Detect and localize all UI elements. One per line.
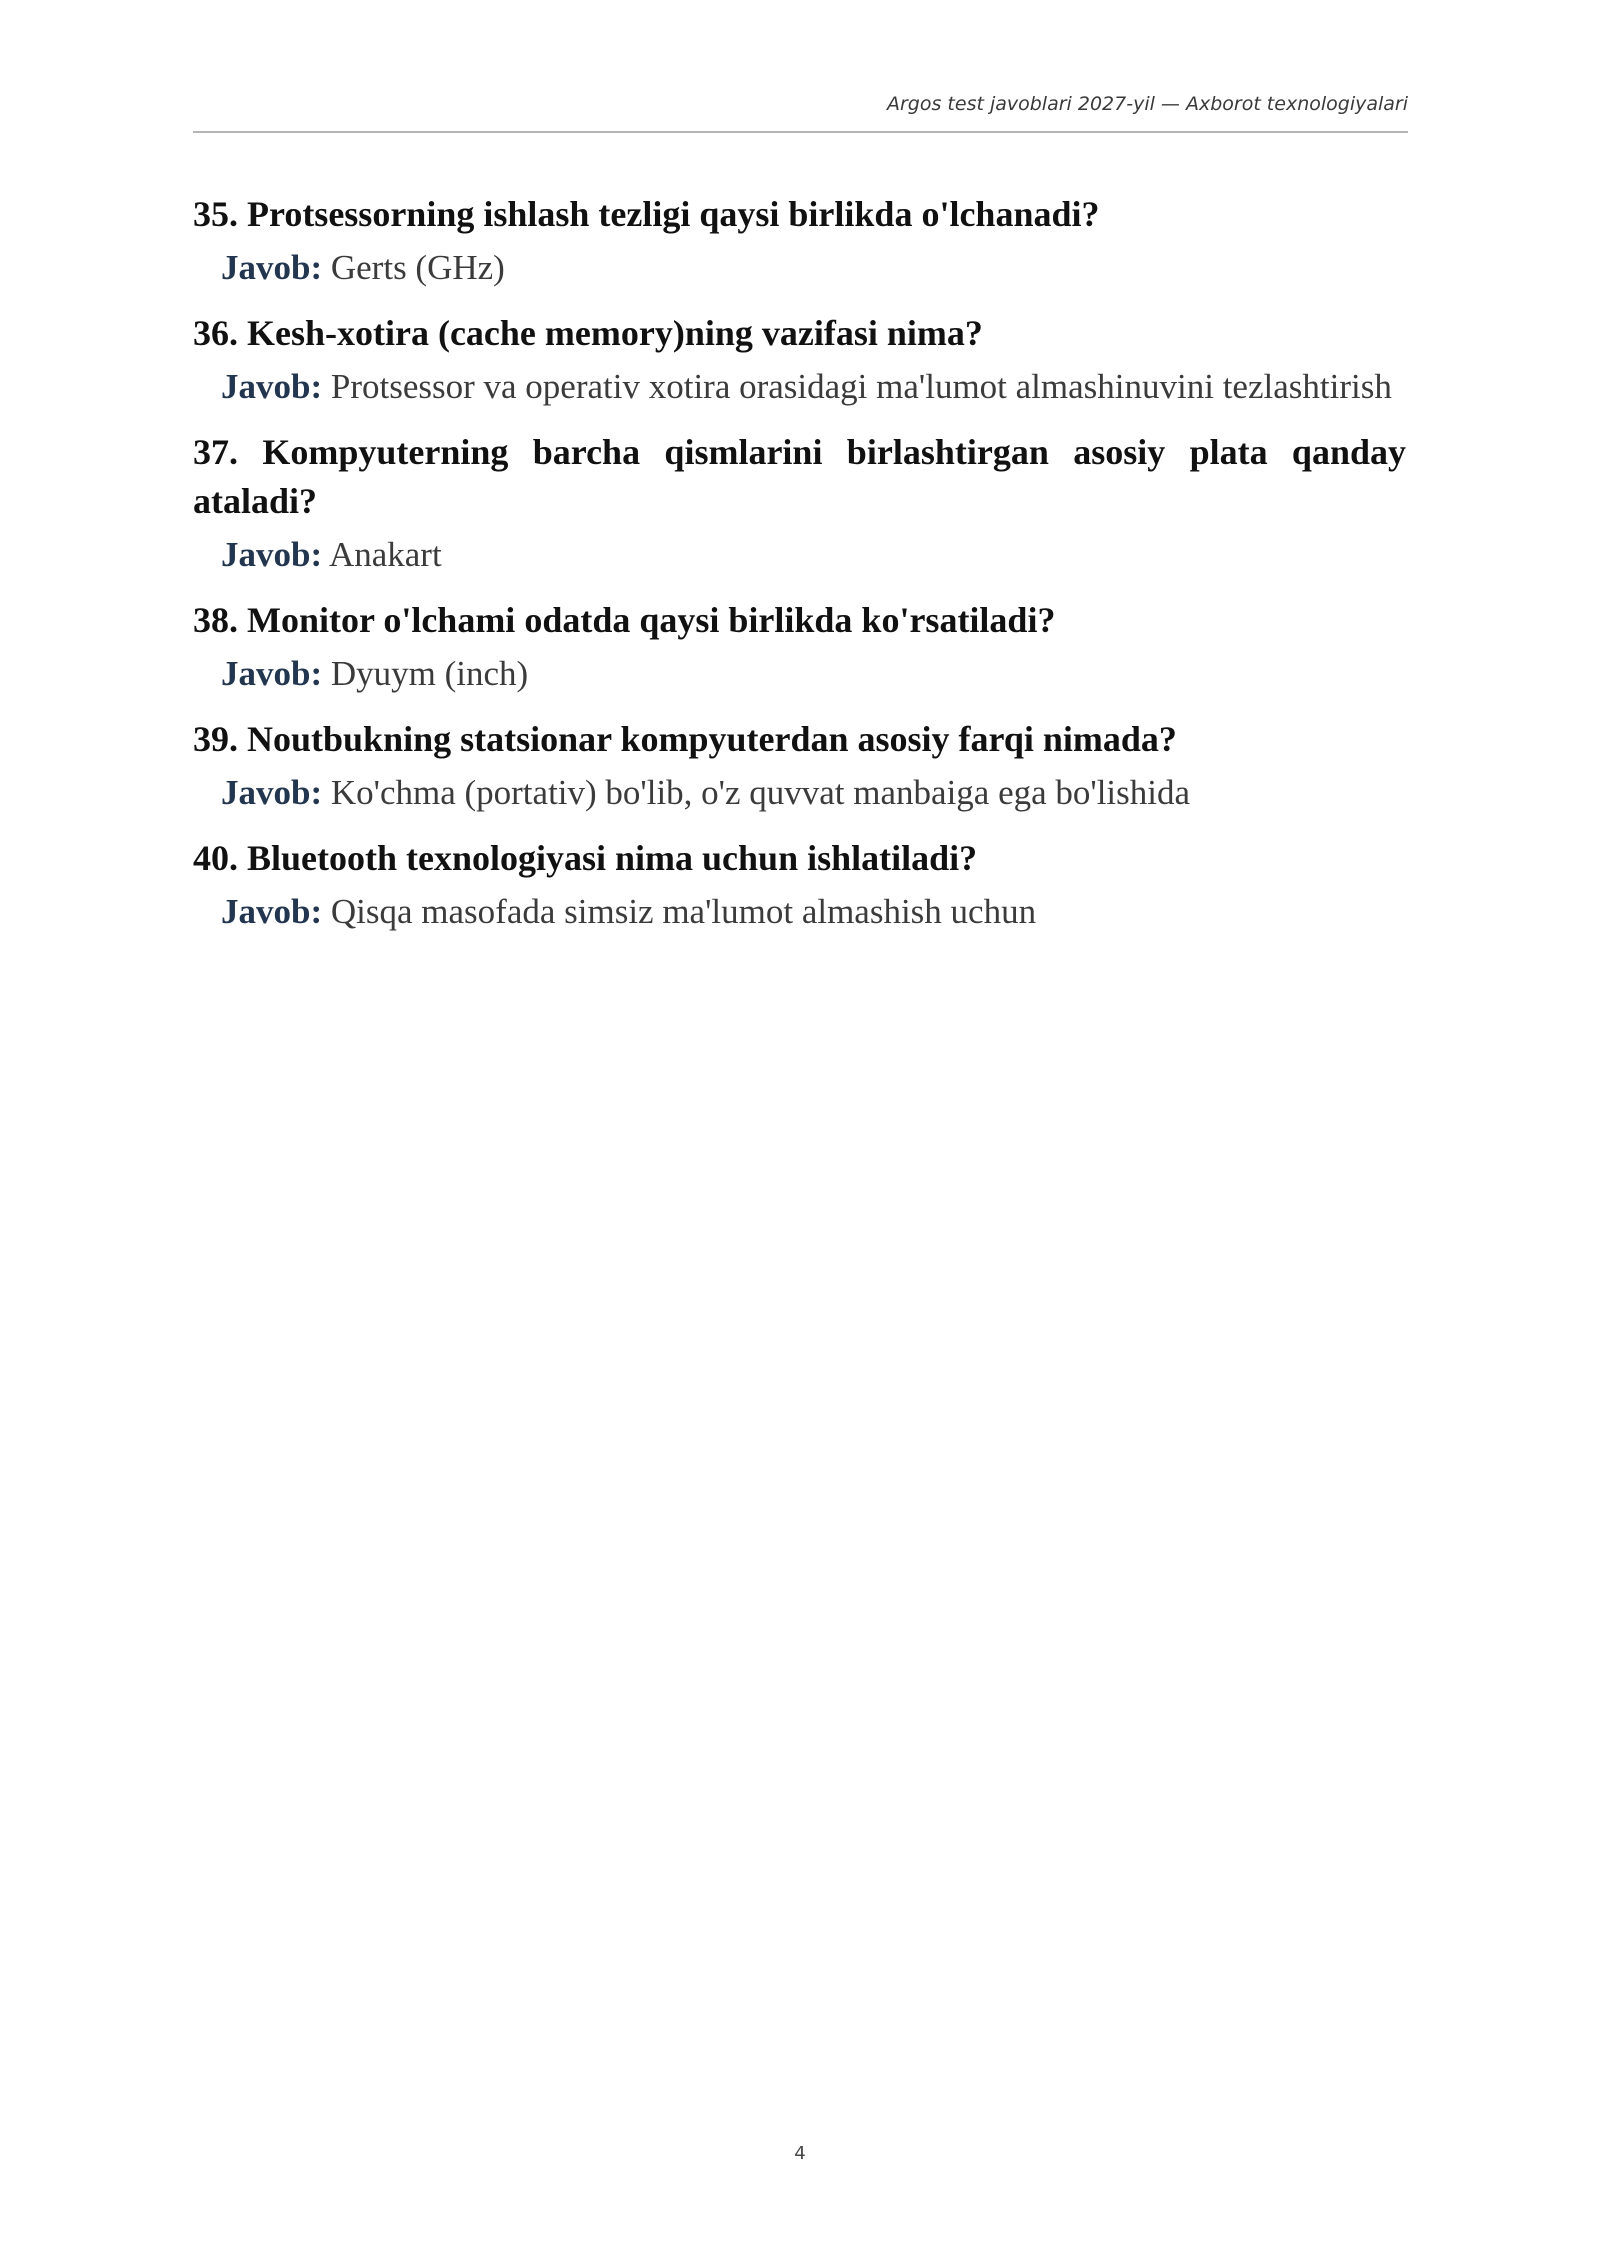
qa-item-35 bbox=[193, 190, 1406, 292]
question-37: 37. Kompyuterning barcha qismlarini birlashtirgan asosiy plata qanday ataladi? bbox=[193, 432, 1406, 521]
question-38: 38. Monitor o'lchami odatda qaysi birlikda ko'rsatiladi? bbox=[193, 600, 1056, 640]
question-35: 35. Protsessorning ishlash tezligi qaysi birlikda o'lchanadi? bbox=[193, 194, 1100, 234]
answer-label: Javob: bbox=[221, 535, 323, 574]
qa-item-36 bbox=[193, 309, 1406, 411]
qa-item-37 bbox=[193, 428, 1406, 579]
answer-text: Dyuym (inch) bbox=[330, 654, 529, 693]
question-39: 39. Noutbukning statsionar kompyuterdan asosiy farqi nimada? bbox=[193, 719, 1177, 759]
question-36: 36. Kesh-xotira (cache memory)ning vazifasi nima? bbox=[193, 313, 983, 353]
qa-list bbox=[193, 190, 1406, 953]
answer-36 bbox=[221, 362, 1406, 411]
answer-40 bbox=[221, 887, 1406, 936]
header-divider bbox=[193, 131, 1408, 133]
answer-label: Javob: bbox=[221, 773, 323, 812]
qa-item-40 bbox=[193, 834, 1406, 936]
qa-item-39 bbox=[193, 715, 1406, 817]
question-40: 40. Bluetooth texnologiyasi nima uchun ishlatiladi? bbox=[193, 838, 978, 878]
answer-38 bbox=[221, 649, 1406, 698]
answer-text: Gerts (GHz) bbox=[330, 248, 505, 287]
page-number: 4 bbox=[794, 2143, 806, 2164]
answer-37 bbox=[221, 530, 1406, 579]
answer-text: Ko'chma (portativ) bo'lib, o'z quvvat manbaiga ega bo'lishida bbox=[330, 773, 1191, 812]
answer-text: Qisqa masofada simsiz ma'lumot almashish uchun bbox=[330, 892, 1037, 931]
answer-label: Javob: bbox=[221, 654, 323, 693]
answer-label: Javob: bbox=[221, 892, 323, 931]
answer-label: Javob: bbox=[221, 367, 323, 406]
qa-item-38 bbox=[193, 596, 1406, 698]
answer-39 bbox=[221, 768, 1406, 817]
running-header: Argos test javoblari 2027-yil — Axborot texnologiyalari bbox=[887, 93, 1408, 115]
answer-35 bbox=[221, 243, 1406, 292]
answer-label: Javob: bbox=[221, 248, 323, 287]
answer-text: Protsessor va operativ xotira orasidagi ma'lumot almashinuvini tezlashtirish bbox=[330, 367, 1392, 406]
answer-text: Anakart bbox=[328, 535, 442, 574]
